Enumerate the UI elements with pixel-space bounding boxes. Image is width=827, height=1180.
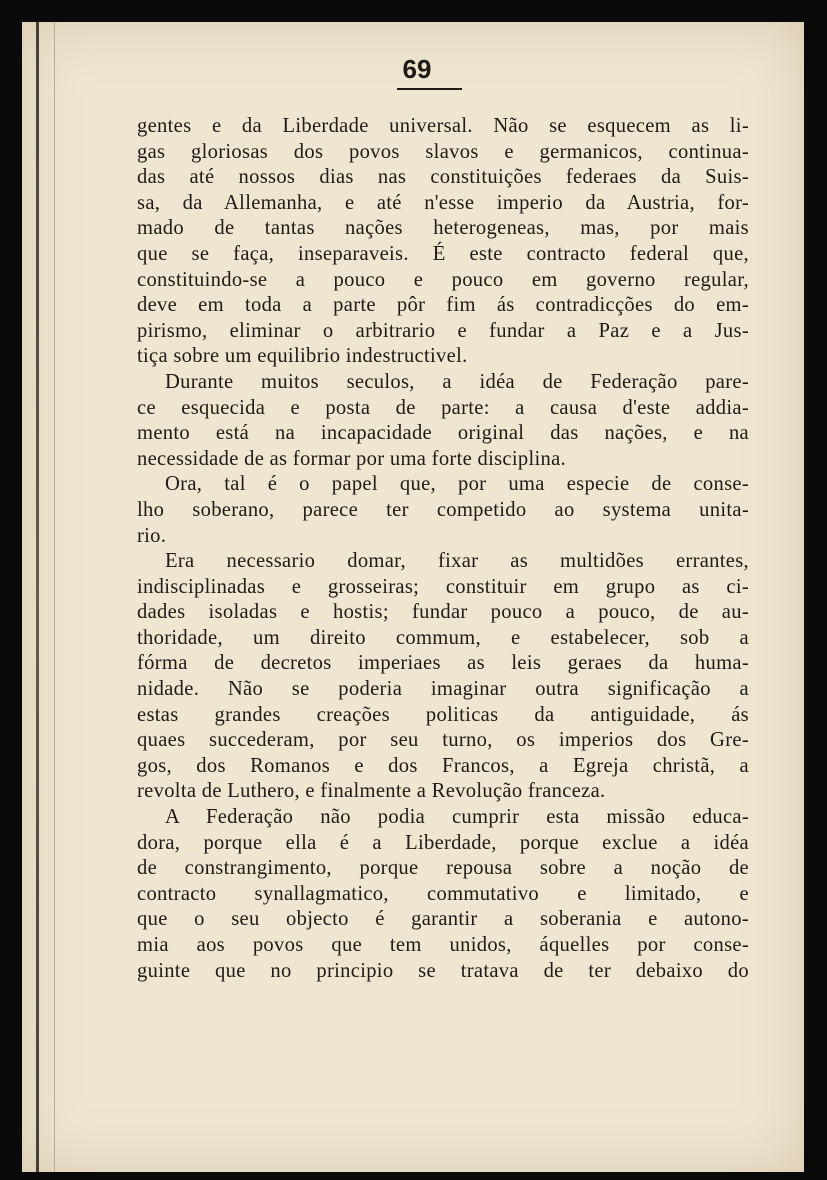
page-number: 69 xyxy=(402,54,432,84)
text-line: nidade. Não se poderia imaginar outra significação a xyxy=(137,678,749,701)
text-line: fórma de decretos imperiaes as leis geraes da huma- xyxy=(137,652,749,675)
text-line: pirismo, eliminar o arbitrario e fundar a Paz e a Jus- xyxy=(137,319,749,342)
text-line: gentes e da Liberdade universal. Não se esquecem as li- xyxy=(137,115,749,137)
text-line: revolta de Luthero, e finalmente a Revolução franceza. xyxy=(137,780,606,803)
text-line: thoridade, um direito commum, e estabelecer, sob a xyxy=(137,626,749,649)
text-line: que o seu objecto é garantir a soberania e autono- xyxy=(137,908,749,931)
body-text xyxy=(137,114,749,984)
text-line: gas gloriosas dos povos slavos e germanicos, continua- xyxy=(137,140,749,163)
text-line: mado de tantas nações heterogeneas, mas, por mais xyxy=(137,217,749,240)
book-page xyxy=(22,22,804,1172)
text-line: Ora, tal é o papel que, por uma especie de conse- xyxy=(165,473,749,496)
text-line: contracto synallagmatico, commutativo e limitado, e xyxy=(137,882,749,905)
text-line: quaes succederam, por seu turno, os imperios dos Gre- xyxy=(137,729,749,752)
text-line: mia aos povos que tem unidos, áquelles por conse- xyxy=(137,934,749,956)
text-line: dora, porque ella é a Liberdade, porque exclue a idéa xyxy=(137,831,749,854)
text-line: ce esquecida e posta de parte: a causa d'este addia- xyxy=(137,396,749,419)
text-line: estas grandes creações politicas da antiguidade, ás xyxy=(137,703,749,726)
binding-edge xyxy=(36,22,39,1172)
header-rule xyxy=(397,88,462,90)
text-line: mento está na incapacidade original das nações, e na xyxy=(137,422,749,445)
text-line: constituindo-se a pouco e pouco em governo regular, xyxy=(137,268,749,291)
text-line: indisciplinadas e grosseiras; constituir em grupo as ci- xyxy=(137,575,749,598)
text-line: necessidade de as formar por uma forte disciplina. xyxy=(137,447,567,470)
text-line: de constrangimento, porque repousa sobre a noção de xyxy=(137,857,749,880)
text-line: dades isoladas e hostis; fundar pouco a pouco, de au- xyxy=(137,601,749,624)
text-line: Era necessario domar, fixar as multidões errantes, xyxy=(165,550,749,573)
text-line: que se faça, inseparaveis. É este contracto federal que, xyxy=(137,242,749,265)
text-line: das até nossos dias nas constituições federaes da Suis- xyxy=(137,166,749,189)
text-line: sa, da Allemanha, e até n'esse imperio da Austria, for- xyxy=(137,191,749,214)
text-line: Durante muitos seculos, a idéa de Federação pare- xyxy=(165,370,749,393)
text-line: tiça sobre um equilibrio indestructivel. xyxy=(137,345,468,368)
text-line: rio. xyxy=(137,524,167,547)
page-fold-line xyxy=(54,22,55,1172)
text-line: lho soberano, parece ter competido ao systema unita- xyxy=(137,498,749,521)
text-line: deve em toda a parte pôr fim ás contradicções do em- xyxy=(137,294,749,317)
text-line: A Federação não podia cumprir esta missão educa- xyxy=(165,806,749,829)
text-line: guinte que no principio se tratava de ter debaixo do xyxy=(137,959,749,982)
text-line: gos, dos Romanos e dos Francos, a Egreja christã, a xyxy=(137,754,749,777)
